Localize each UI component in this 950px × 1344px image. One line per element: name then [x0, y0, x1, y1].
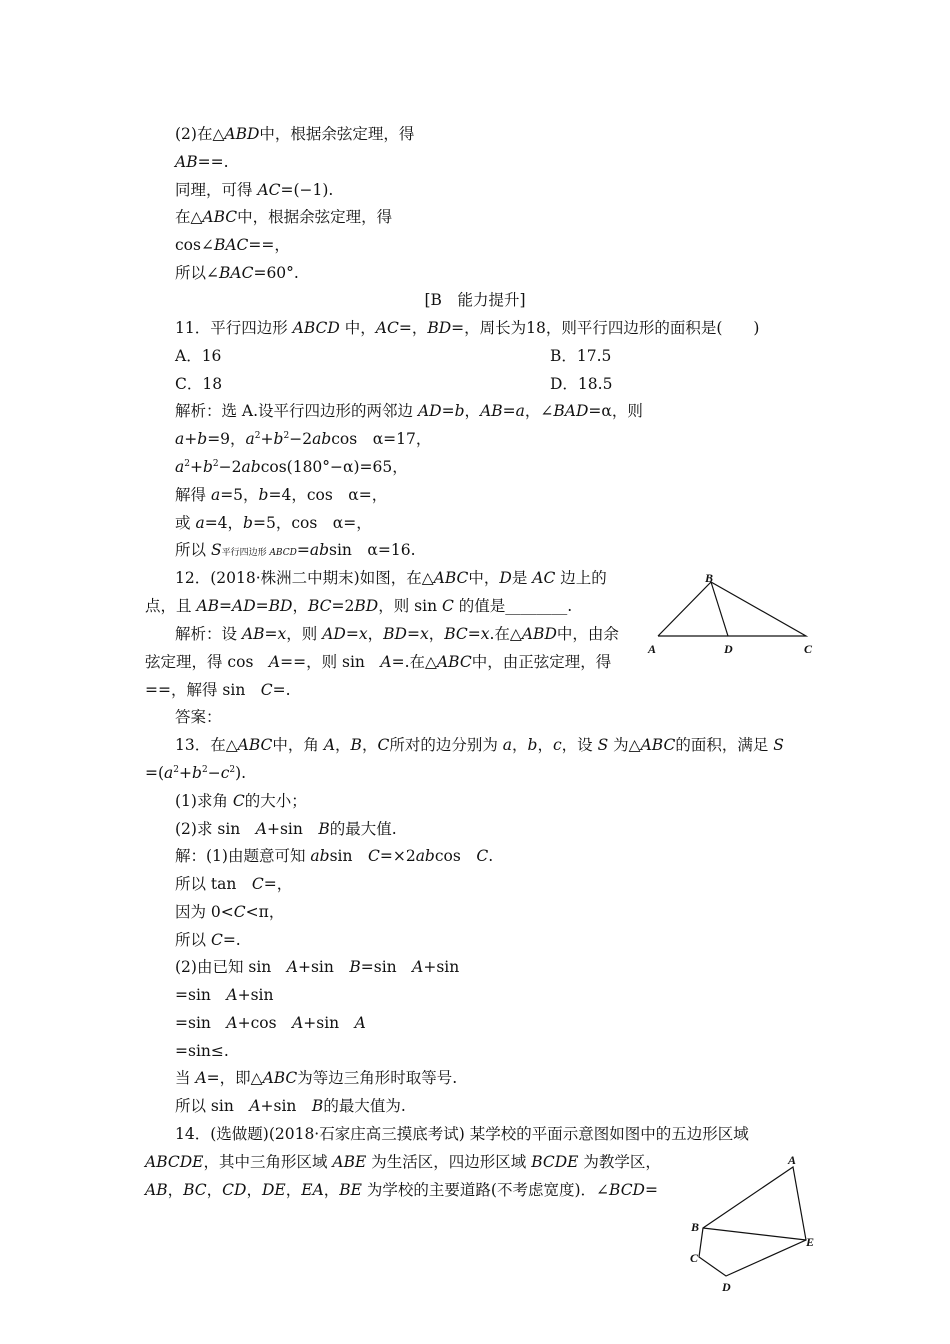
text-line: a+b=9，$a^2+b^2-2abcos$ α=17，: [175, 430, 432, 448]
text-line: 13．在△ABC中，角 A，B，C所对的边分别为 a，b，c，设 S 为△ABC的面积，满足 S: [175, 736, 784, 754]
label-e: E: [806, 1235, 815, 1249]
triangle-abc-outline: [658, 582, 806, 636]
text-line: 在△ABC中，根据余弦定理，得: [175, 208, 393, 226]
label-c: C: [804, 642, 813, 656]
text-line: $a^2+b^2-2abcos(180^\circ-\alpha)=65$，: [175, 458, 408, 476]
text-line: (1)求角 C的大小；: [175, 792, 307, 810]
text-line: 或 a=4，b=5，cos α=，: [175, 514, 372, 532]
label-b: B: [705, 572, 714, 585]
pentagon-outline: [699, 1167, 806, 1276]
label-c: C: [690, 1251, 699, 1265]
label-a: A: [788, 1153, 797, 1167]
text-line: 14．(选做题)(2018·石家庄高三摸底考试) 某学校的平面示意图如图中的五边形区域: [175, 1125, 749, 1143]
text-line: =sin A+sin: [175, 986, 274, 1004]
text-line: 当 A=，即△ABC为等边三角形时取等号.: [175, 1069, 458, 1087]
label-d: D: [724, 642, 733, 656]
text-line: =sin A+cos A+sin A: [175, 1014, 366, 1032]
text-line: 解：(1)由题意可知 absin C=×2abcos C.: [175, 847, 494, 865]
text-line: 11．平行四边形 ABCD 中，AC=，BD=，周长为18，则平行四边形的面积是( ): [175, 319, 760, 337]
text-line: (2)在△ABD中，根据余弦定理，得: [175, 125, 415, 143]
section-title: [B 能力提升]: [424, 291, 526, 309]
text-line: 点，且 AB=AD=BD，BC=2BD，则 sin C 的值是________.: [145, 597, 573, 615]
text-line: ==，解得 sin C=.: [145, 681, 291, 699]
text-line: 解得 a=5，b=4，cos α=，: [175, 486, 388, 504]
text-line: 解析：选 A.设平行四边形的两邻边 AD=b，AB=a，∠BAD=α，则: [175, 402, 643, 420]
pentagon-abcde-figure: [680, 1148, 830, 1298]
triangle-abd-figure: [640, 572, 820, 664]
text-line: 弦定理，得 cos A==，则 sin A=.在△ABC中，由正弦定理，得: [145, 653, 612, 671]
text-line: 12．(2018·株洲二中期末)如图，在△ABC中，D是 AC 边上的: [175, 569, 607, 587]
text-line: 答案：: [175, 708, 222, 726]
text-line: 所以∠BAC=60°.: [175, 264, 299, 282]
text-line: D．18.5: [550, 375, 613, 393]
text-line: 所以 tan C=，: [175, 875, 293, 893]
text-line: 解析：设 AB=x，则 AD=x，BD=x，BC=x.在△ABD中，由余: [175, 625, 619, 643]
text-line: 同理，可得 AC=(−1).: [175, 181, 334, 199]
text-line: B．17.5: [550, 347, 612, 365]
text-line: cos∠BAC==，: [175, 236, 290, 254]
label-b: B: [691, 1220, 700, 1234]
road-be: [703, 1228, 806, 1240]
text-line: 所以 sin A+sin B的最大值为.: [175, 1097, 406, 1115]
text-line: 所以 S平行四边形 ABCD=absin α=16.: [175, 541, 416, 559]
text-line: $=(a^2+b^2-c^2)$.: [145, 764, 247, 782]
label-a: A: [648, 642, 657, 656]
text-line: AB==.: [175, 153, 229, 171]
text-line: C．18: [175, 375, 223, 393]
text-line: 因为 0<C<π，: [175, 903, 285, 921]
label-d: D: [722, 1280, 731, 1294]
text-line: (2)由已知 sin A+sin B=sin A+sin: [175, 958, 460, 976]
text-line: A．16: [175, 347, 222, 365]
text-line: =sin≤.: [175, 1042, 229, 1060]
text-line: ABCDE，其中三角形区域 ABE 为生活区，四边形区域 BCDE 为教学区，: [145, 1153, 661, 1171]
text-line: (2)求 sin A+sin B的最大值.: [175, 820, 397, 838]
text-line: AB，BC，CD，DE，EA，BE 为学校的主要道路(不考虑宽度)．∠BCD=: [145, 1181, 658, 1199]
text-line: 所以 C=.: [175, 931, 241, 949]
